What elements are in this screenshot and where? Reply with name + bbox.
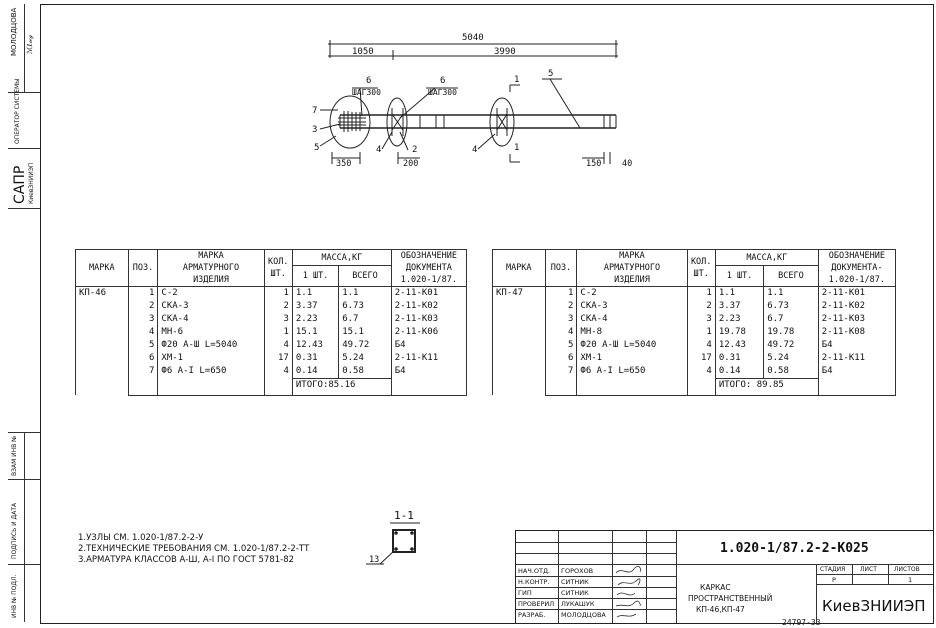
pos-5b: 5 xyxy=(548,69,554,79)
table-total-row xyxy=(76,379,467,396)
notes xyxy=(78,533,309,566)
inv-label: ВЗАМ ИНВ № xyxy=(11,435,18,476)
col-marka: МАРКА xyxy=(493,250,546,287)
col-mass-one: 1 ШТ. xyxy=(715,266,763,287)
spec-table-kp46 xyxy=(75,249,467,396)
table-row: 7 Ф6 А-I L=650 4 0.14 0.58 Б4 xyxy=(493,365,896,379)
col-doc: ОБОЗНАЧЕНИЕ ДОКУМЕНТА 1.020-1/87. xyxy=(391,250,466,287)
pos-3: 3 xyxy=(312,125,318,135)
role-n-kontr: Н.КОНТР. xyxy=(518,578,550,586)
col-mass: МАССА,КГ xyxy=(715,250,818,266)
pos-5a: 5 xyxy=(314,143,320,153)
table-row: 5 Ф20 А-Ш L=5040 4 12.43 49.72 Б4 xyxy=(493,339,896,352)
role-nach-otd: НАЧ.ОТД. xyxy=(518,567,551,575)
dim-left: 1050 xyxy=(352,47,374,57)
col-poz: ПОЗ. xyxy=(128,250,158,287)
col-poz: ПОЗ. xyxy=(545,250,577,287)
dim-350: 350 xyxy=(336,159,352,169)
sapr-label: САПР xyxy=(12,165,28,204)
section-1-1 xyxy=(360,505,440,575)
table-row: 2 СКА-3 2 3.37 6.73 2-11-К02 xyxy=(493,300,896,313)
name-gorokhov: ГОРОХОВ xyxy=(561,567,594,575)
section-mark-top: 1 xyxy=(514,75,520,85)
name-molodtsova: МОЛОДЦОВА xyxy=(561,611,606,619)
section-mark-bottom: 1 xyxy=(514,143,520,153)
dim-total: 5040 xyxy=(462,33,484,43)
operator-signature: ℳℓ𝓌ℊ xyxy=(26,34,34,54)
operator-name: МОЛОДЦОВА xyxy=(10,7,18,56)
pos-4b: 4 xyxy=(472,145,478,155)
side-stamp xyxy=(8,4,41,622)
section-pos-13: 13 xyxy=(369,555,380,565)
table-row: 4 МН-8 1 19.78 19.78 2-11-К08 xyxy=(493,326,896,339)
pitch-right: ШАГ300 xyxy=(428,88,457,97)
pos-6a: 6 xyxy=(366,76,372,86)
sheet-label: ЛИСТ xyxy=(860,566,877,573)
table-row: 3 СКА-4 3 2.23 6.7 2-11-К03 xyxy=(76,313,467,326)
footer-number: 24797-33 xyxy=(782,618,821,627)
note-1: 1.УЗЛЫ СМ. 1.020-1/87.2-2-У xyxy=(78,533,204,543)
pos-7: 7 xyxy=(312,106,318,116)
table-row: 3 СКА-4 3 2.23 6.7 2-11-К03 xyxy=(493,313,896,326)
row-marka: КП-46 xyxy=(76,287,129,396)
dim-150: 150 xyxy=(586,159,602,169)
role-proveril: ПРОВЕРИЛ xyxy=(518,600,555,608)
stage-label: СТАДИЯ xyxy=(820,566,846,573)
note-3: 3.АРМАТУРА КЛАССОВ А-Ш, А-I ПО ГОСТ 5781-82 xyxy=(78,555,295,565)
table-total-row xyxy=(493,379,896,396)
title-line-2: ПРОСТРАНСТВЕННЫЙ xyxy=(688,594,773,603)
name-sitnik-2: СИТНИК xyxy=(561,589,589,597)
row-marka: КП-47 xyxy=(493,287,546,396)
table-row: 6 ХМ-1 17 0.31 5.24 2-11-К11 xyxy=(493,352,896,365)
name-sitnik-1: СИТНИК xyxy=(561,578,589,586)
sapr-org: КиевЗНИИЭП xyxy=(28,162,35,204)
col-item: МАРКА АРМАТУРНОГО ИЗДЕЛИЯ xyxy=(158,250,264,287)
signatures xyxy=(614,565,644,621)
section-title: 1-1 xyxy=(394,509,414,522)
col-item: МАРКА АРМАТУРНОГО ИЗДЕЛИЯ xyxy=(577,250,687,287)
table-row: 5 Ф20 А-Ш L=5040 4 12.43 49.72 Б4 xyxy=(76,339,467,352)
col-mass-total: ВСЕГО xyxy=(339,266,392,287)
table-row: 6 ХМ-1 17 0.31 5.24 2-11-К11 xyxy=(76,352,467,365)
col-doc: ОБОЗНАЧЕНИЕ ДОКУМЕНТА- 1.020-1/87. xyxy=(818,250,895,287)
stage-value: Р xyxy=(832,576,836,584)
col-mass-total: ВСЕГО xyxy=(764,266,819,287)
itogo: ИТОГО:85.16 xyxy=(292,379,391,396)
role-gip: ГИП xyxy=(518,589,532,597)
note-2: 2.ТЕХНИЧЕСКИЕ ТРЕБОВАНИЯ СМ. 1.020-1/87.2-2-ТТ xyxy=(78,544,310,554)
table-row: 2 СКА-3 2 3.37 6.73 2-11-К02 xyxy=(76,300,467,313)
name-lukashuk: ЛУКАШУК xyxy=(561,600,595,608)
col-mass: МАССА,КГ xyxy=(292,250,391,266)
title-line-3: КП-46,КП-47 xyxy=(696,605,745,614)
document-code: 1.020-1/87.2-2-К025 xyxy=(720,541,869,556)
dim-right: 3990 xyxy=(494,47,516,57)
organization: КиевЗНИИЭП xyxy=(822,597,926,615)
col-kol: КОЛ. ШТ. xyxy=(687,250,715,287)
sheets-label: ЛИСТОВ xyxy=(894,566,920,573)
spec-table-kp47 xyxy=(492,249,896,396)
col-kol: КОЛ. ШТ. xyxy=(264,250,292,287)
table-row: 4 МН-6 1 15.1 15.1 2-11-К06 xyxy=(76,326,467,339)
inv-podl-label: ИНВ № ПОДЛ. xyxy=(11,574,18,618)
itogo: ИТОГО: 89.85 xyxy=(715,379,818,396)
pos-4a: 4 xyxy=(376,145,382,155)
table-row: 7 Ф6 А-I L=650 4 0.14 0.58 Б4 xyxy=(76,365,467,379)
sign-date-label: ПОДПИСЬ И ДАТА xyxy=(11,502,18,559)
dim-200: 200 xyxy=(403,159,419,169)
col-marka: МАРКА xyxy=(76,250,129,287)
col-mass-one: 1 ШТ. xyxy=(292,266,338,287)
sheets-value: 1 xyxy=(908,576,913,584)
pos-6b: 6 xyxy=(440,76,446,86)
role-razrab: РАЗРАБ. xyxy=(518,611,546,619)
frame-elevation-drawing xyxy=(300,28,660,178)
pos-2: 2 xyxy=(412,145,418,155)
table-row: КП-47 1 С-2 1 1.1 1.1 2-11-К01 xyxy=(493,287,896,301)
title-line-1: КАРКАС xyxy=(700,583,731,592)
dim-40: 40 xyxy=(622,159,633,169)
table-row: КП-46 1 С-2 1 1.1 1.1 2-11-К01 xyxy=(76,287,467,301)
pitch-left: ШАГ300 xyxy=(352,88,381,97)
operator-label: ОПЕРАТОР СИСТЕМЫ xyxy=(14,78,21,144)
